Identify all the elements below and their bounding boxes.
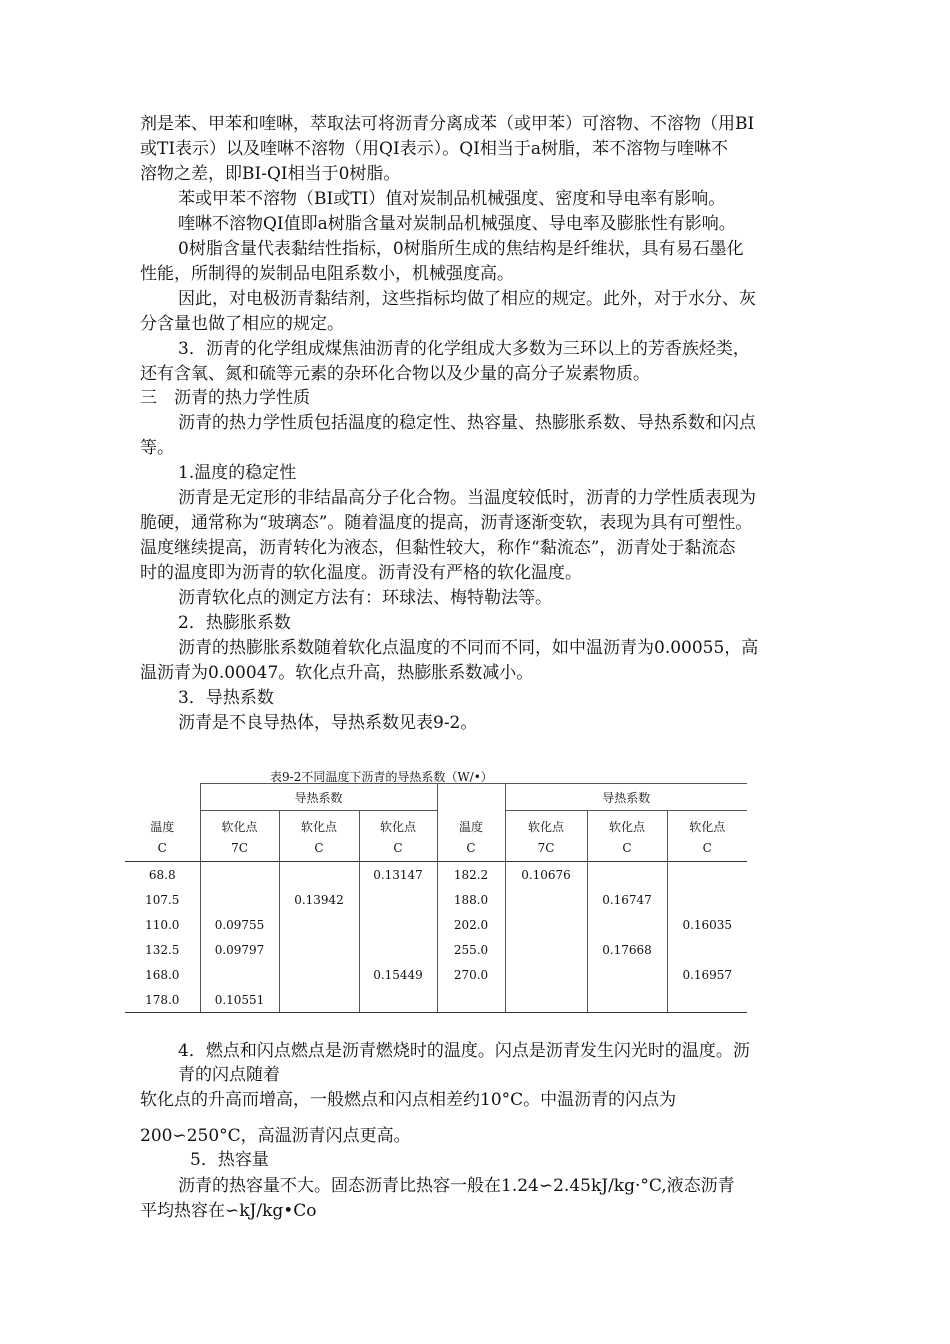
table-cell <box>279 937 359 962</box>
unit-label: C <box>587 835 667 862</box>
header-blank <box>437 784 505 811</box>
table-cell: 0.17668 <box>587 937 667 962</box>
text-line: 沥青的热力学性质包括温度的稳定性、热容量、热膨胀系数、导热系数和闪点 <box>178 413 756 433</box>
unit-label: C <box>279 835 359 862</box>
table-cell <box>359 987 437 1013</box>
text-line: 沥青软化点的测定方法有：环球法、梅特勒法等。 <box>178 588 552 608</box>
table-cell: 0.16747 <box>587 887 667 912</box>
table-cell: 0.10676 <box>505 862 587 888</box>
text-line: 苯或甲苯不溶物（BI或TI）值对炭制品机械强度、密度和导电率有影响。 <box>178 189 726 209</box>
text-line: 沥青的热膨胀系数随着软化点温度的不同而不同，如中温沥青为0.00055，高 <box>178 638 759 658</box>
table-cell: 188.0 <box>437 887 505 912</box>
table-cell: 0.16957 <box>667 962 747 987</box>
text-line: 剂是苯、甲苯和喹啉，萃取法可将沥青分离成苯（或甲苯）可溶物、不溶物（用BI <box>140 114 755 134</box>
col-header: 软化点 <box>667 811 747 836</box>
table-cell <box>279 987 359 1013</box>
table-cell <box>505 962 587 987</box>
text-line: 沥青的热容量不大。固态沥青比热容一般在1.24∽2.45kJ/kg·°C,液态沥青 <box>178 1176 735 1196</box>
text-line: 沥青是不良导热体，导热系数见表9-2。 <box>178 713 478 733</box>
text-line: 时的温度即为沥青的软化温度。沥青没有严格的软化温度。 <box>140 563 582 583</box>
unit-label: C <box>359 835 437 862</box>
table-cell <box>667 862 747 888</box>
text-line: 温度继续提高，沥青转化为液态，但黏性较大，称作“黏流态”，沥青处于黏流态 <box>140 538 736 558</box>
table-cell: 0.10551 <box>200 987 279 1013</box>
text-line: 还有含氧、氮和硫等元素的杂环化合物以及少量的高分子炭素物质。 <box>140 364 650 384</box>
subheading: 1.温度的稳定性 <box>178 463 297 483</box>
table-cell <box>200 962 279 987</box>
group-header-right: 导热系数 <box>505 784 747 811</box>
table-cell: 0.13942 <box>279 887 359 912</box>
text-line: 等。 <box>140 438 174 458</box>
temp-header: 温度 <box>125 811 200 836</box>
table-row <box>125 887 747 912</box>
table-cell <box>359 912 437 937</box>
table-cell <box>667 987 747 1013</box>
text-line: 溶物之差，即BI-QI相当于0树脂。 <box>140 164 401 184</box>
table-cell: 255.0 <box>437 937 505 962</box>
text-line: 软化点的升高而增高，一般燃点和闪点相差约10°C。中温沥青的闪点为 <box>140 1090 677 1110</box>
table-cell <box>667 937 747 962</box>
text-line: 4．燃点和闪点燃点是沥青燃烧时的温度。闪点是沥青发生闪光时的温度。沥 <box>178 1041 750 1061</box>
group-header-left: 导热系数 <box>200 784 437 811</box>
col-header: 软化点 <box>279 811 359 836</box>
table-cell <box>667 887 747 912</box>
table-cell <box>587 862 667 888</box>
table-cell <box>505 887 587 912</box>
table-cell <box>587 987 667 1013</box>
table-cell: 107.5 <box>125 887 200 912</box>
table-cell: 68.8 <box>125 862 200 888</box>
table-row <box>125 912 747 937</box>
table-cell <box>279 862 359 888</box>
table-cell <box>279 912 359 937</box>
table-cell: 110.0 <box>125 912 200 937</box>
text-line: 平均热容在∽kJ/kg•Co <box>140 1201 317 1221</box>
table-cell: 0.16035 <box>667 912 747 937</box>
table-cell <box>587 962 667 987</box>
table-cell <box>505 987 587 1013</box>
table-cell: 182.2 <box>437 862 505 888</box>
table-cell: 168.0 <box>125 962 200 987</box>
text-line: 分含量也做了相应的规定。 <box>140 314 344 334</box>
subheading: 3．导热系数 <box>178 688 274 708</box>
col-header: 软化点 <box>505 811 587 836</box>
table-cell: 202.0 <box>437 912 505 937</box>
unit-label: 7C <box>505 835 587 862</box>
header-blank <box>125 784 200 811</box>
col-header: 软化点 <box>200 811 279 836</box>
unit-label: C <box>437 835 505 862</box>
table-cell <box>200 862 279 888</box>
table-cell: 0.09755 <box>200 912 279 937</box>
table-cell <box>437 987 505 1013</box>
table-cell: 270.0 <box>437 962 505 987</box>
table-cell <box>279 962 359 987</box>
table-cell: 178.0 <box>125 987 200 1013</box>
text-line: 温沥青为0.00047。软化点升高，热膨胀系数减小。 <box>140 663 534 683</box>
table-cell <box>359 887 437 912</box>
table-row <box>125 987 747 1013</box>
text-line: 或TI表示）以及喹啉不溶物（用QI表示）。QI相当于a树脂，苯不溶物与喹啉不 <box>140 139 728 159</box>
table-cell: 0.13147 <box>359 862 437 888</box>
table-row <box>125 862 747 888</box>
text-line: 0树脂含量代表黏结性指标，0树脂所生成的焦结构是纤维状，具有易石墨化 <box>178 239 744 259</box>
table-cell <box>587 912 667 937</box>
text-line: 脆硬，通常称为“玻璃态”。随着温度的提高，沥青逐渐变软，表现为具有可塑性。 <box>140 513 753 533</box>
table-cell <box>359 937 437 962</box>
text-line: 性能，所制得的炭制品电阻系数小，机械强度高。 <box>140 264 514 284</box>
table-cell: 132.5 <box>125 937 200 962</box>
col-header: 软化点 <box>587 811 667 836</box>
text-line: 喹啉不溶物QI值即a树脂含量对炭制品机械强度、导电率及膨胀性有影响。 <box>178 214 736 234</box>
subheading: 5．热容量 <box>190 1150 269 1170</box>
table-row <box>125 962 747 987</box>
table-row <box>125 937 747 962</box>
text-line: 沥青是无定形的非结晶高分子化合物。当温度较低时，沥青的力学性质表现为 <box>178 488 756 508</box>
unit-label: 7C <box>200 835 279 862</box>
table-cell: 0.15449 <box>359 962 437 987</box>
unit-label: C <box>125 835 200 862</box>
table-cell: 0.09797 <box>200 937 279 962</box>
subheading: 2．热膨胀系数 <box>178 613 291 633</box>
table-cell <box>505 912 587 937</box>
col-header: 软化点 <box>359 811 437 836</box>
text-line: 青的闪点随着 <box>178 1065 280 1085</box>
text-line: 3．沥青的化学组成煤焦油沥青的化学组成大多数为三环以上的芳香族烃类， <box>178 339 750 359</box>
text-line: 因此，对电极沥青黏结剂，这些指标均做了相应的规定。此外，对于水分、灰 <box>178 289 756 309</box>
thermal-conductivity-table <box>125 783 747 1013</box>
table-cell <box>200 887 279 912</box>
section-heading: 三 沥青的热力学性质 <box>140 388 310 408</box>
unit-label: C <box>667 835 747 862</box>
table-caption: 表9-2不同温度下沥青的导热系数（W/•） <box>270 770 493 784</box>
temp-header: 温度 <box>437 811 505 836</box>
table-cell <box>505 937 587 962</box>
text-line: 200∽250°C，高温沥青闪点更高。 <box>140 1126 411 1146</box>
